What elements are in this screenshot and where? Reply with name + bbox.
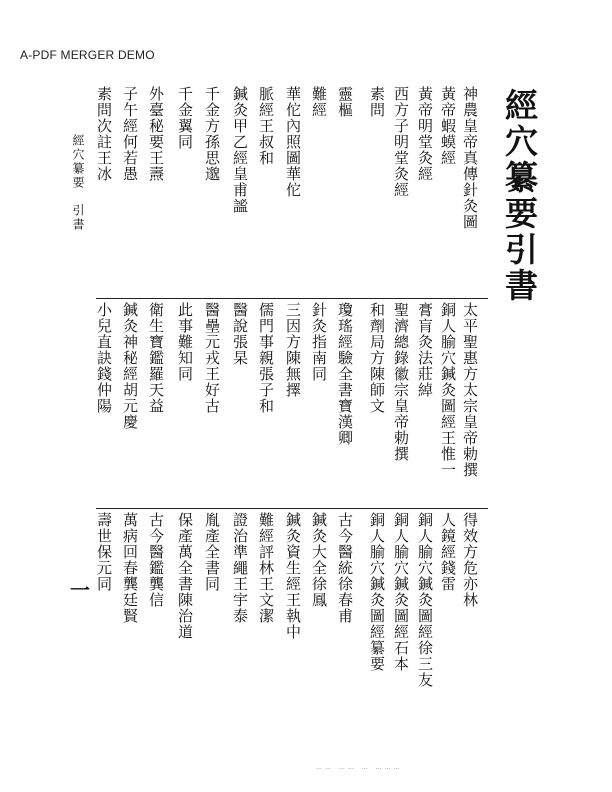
entry: 和劑局方陳師文 bbox=[368, 302, 386, 414]
entry: 外臺秘要王燾 bbox=[147, 86, 165, 182]
entry: 衛生寶鑑羅天益 bbox=[147, 302, 165, 414]
entry: 難經評林王文潔 bbox=[257, 512, 275, 624]
entry: 素問 bbox=[368, 86, 386, 118]
entry: 千金翼同 bbox=[176, 86, 194, 150]
entry: 華佗內照圖華佗 bbox=[284, 86, 302, 198]
entry: 銅人腧穴鍼灸圖經王惟一 bbox=[439, 302, 457, 478]
entry: 壽世保元同 bbox=[95, 512, 113, 592]
entry: 膏肓灸法莊綽 bbox=[416, 302, 434, 398]
entry: 子午經何若愚 bbox=[121, 86, 139, 182]
entry: 保產萬全書陳治道 bbox=[176, 512, 194, 640]
scan-noise: …… …… … ……… bbox=[316, 764, 403, 771]
entry: 千金方孫思邈 bbox=[203, 86, 221, 182]
entry: 瓊瑤經驗全書寶漢卿 bbox=[336, 302, 354, 446]
entry: 得效方危亦林 bbox=[461, 512, 479, 608]
entry: 銅人腧穴鍼灸圖經纂要 bbox=[368, 512, 386, 672]
entry: 針灸指南同 bbox=[310, 302, 328, 382]
entry: 小兒直訣錢仲陽 bbox=[95, 302, 113, 414]
entry: 醫說張杲 bbox=[231, 302, 249, 366]
section-divider bbox=[96, 298, 488, 299]
entry: 鍼灸神秘經胡元慶 bbox=[121, 302, 139, 430]
entry: 萬病回春龔廷賢 bbox=[121, 512, 139, 624]
entry: 古今醫鑑龔信 bbox=[147, 512, 165, 608]
entry: 脈經王叔和 bbox=[257, 86, 275, 166]
page-number: 一 bbox=[70, 578, 90, 602]
entry: 醫壘元戎王好古 bbox=[203, 302, 221, 414]
watermark: A-PDF MERGER DEMO bbox=[20, 48, 155, 62]
entry: 儒門事親張子和 bbox=[257, 302, 275, 414]
entry: 鍼灸資生經王執中 bbox=[284, 512, 302, 640]
entry: 古今醫統徐春甫 bbox=[336, 512, 354, 624]
entry: 太平聖惠方太宗皇帝勅撰 bbox=[461, 302, 479, 478]
entry: 鍼灸大全徐鳳 bbox=[310, 512, 328, 608]
entry: 鍼灸甲乙經皇甫謐 bbox=[231, 86, 249, 214]
entry: 此事難知同 bbox=[176, 302, 194, 382]
entry: 難經 bbox=[310, 86, 328, 118]
entry: 胤產全書同 bbox=[203, 512, 221, 592]
entry: 人鏡經錢雷 bbox=[439, 512, 457, 592]
entry: 銅人腧穴鍼灸圖經徐三友 bbox=[416, 512, 434, 688]
entry: 西方子明堂灸經 bbox=[392, 86, 410, 198]
entry: 三因方陳無擇 bbox=[284, 302, 302, 398]
entry: 聖濟總錄徽宗皇帝勅撰 bbox=[392, 302, 410, 462]
entry: 黃帝蝦蟆經 bbox=[439, 86, 457, 166]
entry: 黃帝明堂灸經 bbox=[416, 86, 434, 182]
entry: 素問次註王冰 bbox=[95, 86, 113, 182]
page-title: 經穴纂要引書 bbox=[500, 88, 539, 304]
entry: 靈樞 bbox=[336, 86, 354, 118]
entry: 證治準繩王宇泰 bbox=[231, 512, 249, 624]
running-header: 經穴纂要 引書 bbox=[71, 134, 85, 232]
entry: 神農皇帝真傳針灸圖 bbox=[461, 86, 479, 230]
section-divider bbox=[96, 508, 488, 509]
entry: 銅人腧穴鍼灸圖經石本 bbox=[392, 512, 410, 672]
